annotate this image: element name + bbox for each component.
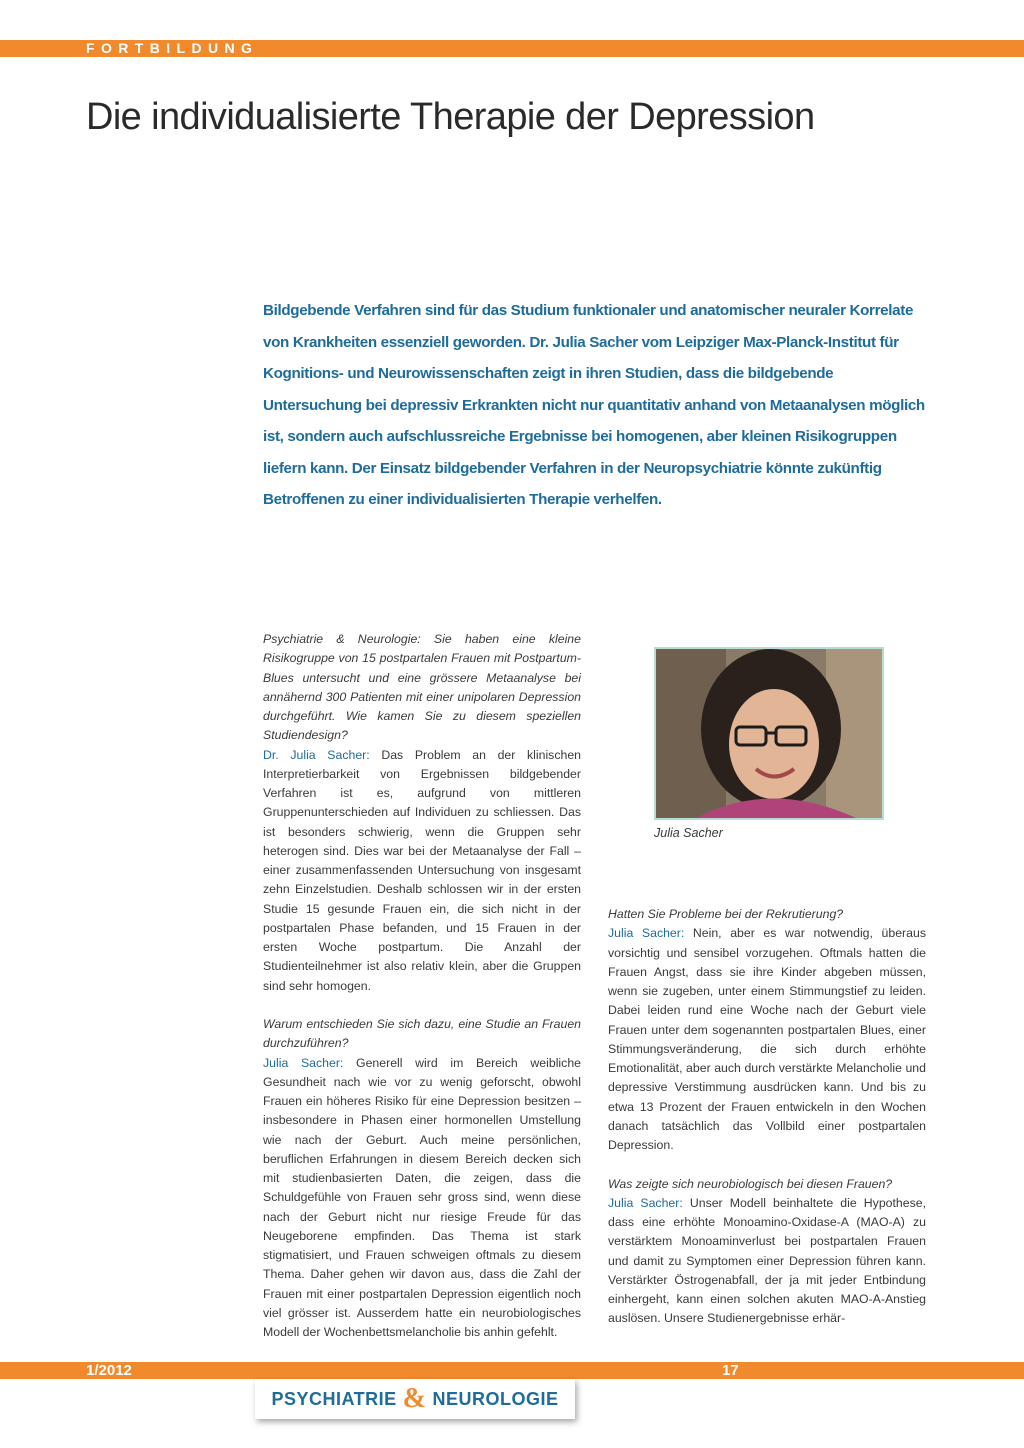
page-number: 17 <box>722 1362 739 1379</box>
journal-name-left: PSYCHIATRIE <box>271 1388 397 1409</box>
answer-3 <box>608 924 926 1155</box>
paragraph-gap <box>608 1155 926 1174</box>
answer-3-speaker: Julia Sacher: <box>608 926 685 941</box>
question-1 <box>263 630 581 746</box>
section-label: FORTBILDUNG <box>86 40 259 56</box>
question-2: Warum entschieden Sie sich dazu, eine Studie an Frauen durchzuführen? <box>263 1017 581 1051</box>
question-1-text: Sie haben eine kleine Risikogruppe von 15 postpartalen Frauen mit Postpartum-Blues untersucht und eine grössere Metaanalyse bei annähernd 300 Patienten mit einer unipolaren Depression durchgeführt. Wie kamen Sie zu diesem speziellen Studiendesign? <box>263 632 581 743</box>
issue-number: 1/2012 <box>86 1362 132 1379</box>
answer-2-text: Generell wird im Bereich weibliche Gesundheit nach wie vor zu wenig geforscht, obwohl Frauen ein höheres Risiko für eine Depression besitzen – insbesondere in Phasen einer hormonellen Umstellung wie nach der Geburt. Auch meine persönlichen, beruflichen Erfahrungen in diesem Bereich decken sich mit studienbasierten Daten, die zeigen, dass die Schuldgefühle von Frauen sehr gross sind, wenn diese nach der Geburt nicht nur riesige Freude für das Neugeborene empfinden. Das Thema ist stark stigmatisiert, und Frauen schweigen oftmals zu diesem Thema. Daher gehen wir davon aus, dass die Zahl der Frauen mit einer postpartalen Depression eigentlich noch viel grösser ist. Ausserdem hatte ein neurobiologisches Modell der Wochenbettsmelancholie bis anhin gefehlt. <box>263 1055 581 1339</box>
journal-ampersand: & <box>402 1383 427 1414</box>
article-lead: Bildgebende Verfahren sind für das Studium funktionaler und anatomischer neuraler Korrelate von Krankheiten essenziell geworden. Dr. Julia Sacher vom Leipziger Max-Planck-Institut für Kognitions- und Neurowissenschaften zeigt in ihren Studien, dass die bildgebende Untersuchung bei depressiv Erkrankten nicht nur quantitativ anhand von Metaanalysen möglich ist, sondern auch aufschlussreiche Ergebnisse bei homogenen, aber kleinen Risikogruppen liefern kann. Der Einsatz bildgebender Verfahren in der Neuropsychiatrie könnte zukünftig Betroffenen zu einer individualisierten Therapie verhelfen. <box>263 302 925 508</box>
answer-4-speaker: Julia Sacher: <box>608 1195 683 1210</box>
question-3: Hatten Sie Probleme bei der Rekrutierung? <box>608 907 844 921</box>
text-column-right <box>608 905 926 1329</box>
portrait-illustration <box>656 649 882 818</box>
answer-2-speaker: Julia Sacher: <box>263 1055 344 1070</box>
paragraph-gap <box>263 996 581 1015</box>
answer-3-text: Nein, aber es war notwendig, überaus vorsichtig und sensibel vorzugehen. Oftmals hatten die Frauen Angst, dass sie ihre Kinder abgeben müssen, wenn sie zugeben, unter einem Stimmungstief zu leiden. Dabei leiden rund eine Woche nach der Geburt viele Frauen unter dem sogenannten postpartalen Blues, einer Stimmungsveränderung, die sich durch erhöhte Emotionalität, aber auch durch verstärkte Melancholie und depressive Verstimmung ausdrücken kann. Und bis zu etwa 13 Prozent der Frauen entwickeln in den Wochen danach tatsächlich das Vollbild einer postpartalen Depression. <box>608 926 926 1152</box>
footer-bar <box>0 1362 1024 1379</box>
text-column-left <box>263 630 581 1342</box>
journal-logo <box>255 1379 575 1419</box>
portrait-photo <box>654 647 884 820</box>
answer-4-text: Unser Modell beinhaltete die Hypothese, dass eine erhöhte Monoamino-Oxidase-A (MAO-A) zu verstärktem Monoaminverlust bei postpartalen Frauen und damit zu Symptomen einer Depression führen kann. Verstärkter Östrogenabfall, der ja mit jeder Entbindung einhergeht, kann einen solchen akuten MAO-A-Anstieg auslösen. Unsere Studienergebnisse erhär- <box>608 1195 926 1326</box>
article-title: Die individualisierte Therapie der Depression <box>86 96 815 138</box>
answer-2 <box>263 1054 581 1343</box>
answer-4 <box>608 1194 926 1329</box>
question-1-label: Psychiatrie & Neurologie: <box>263 632 421 646</box>
journal-name-right: NEUROLOGIE <box>432 1388 559 1409</box>
answer-1 <box>263 746 581 996</box>
answer-1-text: Das Problem an der klinischen Interpretierbarkeit von Ergebnissen bildgebender Verfahren ist es, aufgrund von mittleren Gruppenunterschieden auf Individuen zu schliessen. Das ist besonders schwierig, wenn die Gruppen sehr heterogen sind. Dies war bei der Metaanalyse der Fall – einer zusammenfassenden Untersuchung von insgesamt zehn Einzelstudien. Deshalb schlossen wir in der ersten Studie 15 gesunde Frauen ein, die sich nicht in der postpartalen Phase befanden, und 15 Frauen in der ersten Woche postpartum. Die Anzahl der Studienteilnehmer ist also relativ klein, aber die Gruppen sind sehr homogen. <box>263 747 581 993</box>
answer-1-speaker: Dr. Julia Sacher: <box>263 747 370 762</box>
photo-caption: Julia Sacher <box>654 826 723 840</box>
question-4: Was zeigte sich neurobiologisch bei diesen Frauen? <box>608 1176 893 1191</box>
